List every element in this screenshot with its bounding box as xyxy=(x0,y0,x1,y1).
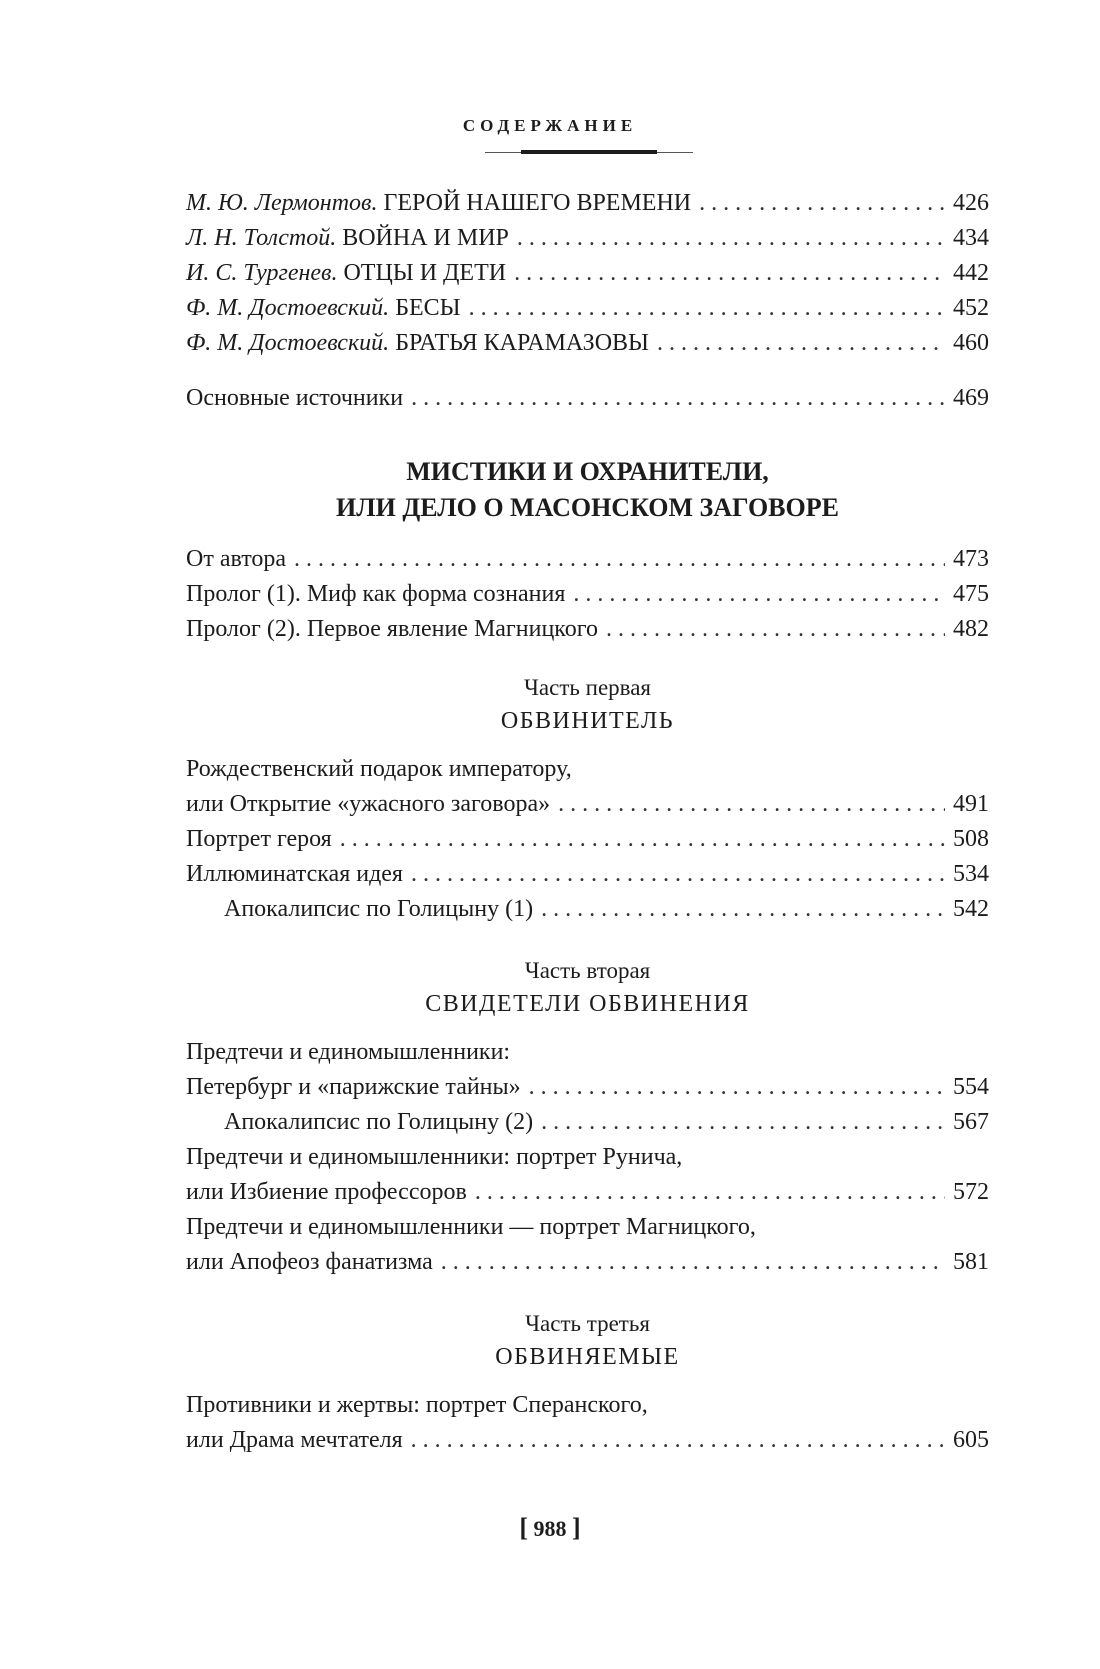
entry-page: 581 xyxy=(953,1249,989,1275)
entry-page: 469 xyxy=(953,385,989,411)
entry-title: БЕСЫ xyxy=(395,295,461,321)
toc-entry xyxy=(186,1175,989,1210)
toc-entry xyxy=(186,892,989,927)
entry-page: 442 xyxy=(953,260,989,286)
toc-entry xyxy=(186,256,989,291)
page-number xyxy=(0,1513,1100,1543)
entry-title-line: Противники и жертвы: портрет Сперанского, xyxy=(186,1392,648,1418)
folio-bracket-open: [ xyxy=(519,1513,528,1542)
part-name: ОБВИНЯЕМЫЕ xyxy=(495,1344,680,1370)
entry-title: Апокалипсис по Голицыну (2) xyxy=(224,1109,534,1135)
part-name: ОБВИНИТЕЛЬ xyxy=(500,708,675,734)
toc-entry xyxy=(186,787,989,822)
entry-page: 542 xyxy=(953,896,989,922)
entry-title: Иллюминатская идея xyxy=(186,861,403,887)
table-of-contents xyxy=(186,186,989,1458)
toc-entry xyxy=(186,221,989,256)
entry-title: Пролог (1). Миф как форма сознания xyxy=(186,581,566,607)
dot-leader xyxy=(573,577,945,612)
dot-leader xyxy=(514,256,945,291)
dot-leader xyxy=(517,221,945,256)
toc-entry xyxy=(186,822,989,857)
part-heading xyxy=(186,671,989,738)
entry-title: Пролог (2). Первое явление Магницкого xyxy=(186,616,598,642)
entry-title: Апокалипсис по Голицыну (1) xyxy=(224,896,534,922)
entry-title: Основные источники xyxy=(186,385,404,411)
part2-entries xyxy=(186,1035,989,1280)
toc-entry xyxy=(186,612,989,647)
book-title-line: МИСТИКИ И ОХРАНИТЕЛИ, xyxy=(406,457,769,486)
part-heading xyxy=(186,954,989,1021)
intro-entries xyxy=(186,542,989,647)
entry-title-line: Предтечи и единомышленники: xyxy=(186,1039,511,1065)
dot-leader xyxy=(541,892,945,927)
entry-page: 491 xyxy=(953,791,989,817)
toc-entry xyxy=(186,291,989,326)
toc-entry xyxy=(186,857,989,892)
book-title-line: ИЛИ ДЕЛО О МАСОНСКОМ ЗАГОВОРЕ xyxy=(336,493,839,522)
toc-entry xyxy=(186,1423,989,1458)
toc-entry xyxy=(186,542,989,577)
dot-leader xyxy=(411,381,945,416)
toc-entry-sources xyxy=(186,381,989,416)
entry-title: От автора xyxy=(186,546,287,572)
entry-title: или Драма мечтателя xyxy=(186,1427,403,1453)
folio-number: 988 xyxy=(533,1516,567,1541)
part-name: СВИДЕТЕЛИ ОБВИНЕНИЯ xyxy=(425,991,750,1017)
entry-page: 482 xyxy=(953,616,989,642)
part1-entries xyxy=(186,752,989,927)
dot-leader xyxy=(294,542,945,577)
toc-entry xyxy=(186,186,989,221)
dot-leader xyxy=(657,326,945,361)
running-head: СОДЕРЖАНИЕ xyxy=(462,116,638,135)
dot-leader xyxy=(541,1105,945,1140)
dot-leader xyxy=(699,186,945,221)
dot-leader xyxy=(469,291,945,326)
entry-title: или Апофеоз фанатизма xyxy=(186,1249,433,1275)
dot-leader xyxy=(606,612,945,647)
entry-page: 554 xyxy=(953,1074,989,1100)
entry-page: 572 xyxy=(953,1179,989,1205)
dot-leader xyxy=(475,1175,945,1210)
dot-leader xyxy=(340,822,945,857)
part-label: Часть вторая xyxy=(524,958,651,983)
novel-entries xyxy=(186,186,989,361)
entry-title: или Избиение профессоров xyxy=(186,1179,467,1205)
entry-author: И. С. Тургенев. xyxy=(186,260,338,286)
entry-title-line: Предтечи и единомышленники — портрет Магницкого, xyxy=(186,1214,756,1240)
entry-page: 473 xyxy=(953,546,989,572)
folio-bracket-close: ] xyxy=(572,1513,581,1542)
toc-entry xyxy=(186,1105,989,1140)
entry-title: БРАТЬЯ КАРАМАЗОВЫ xyxy=(395,330,649,356)
entry-title: Петербург и «парижские тайны» xyxy=(186,1074,521,1100)
toc-entry xyxy=(186,577,989,612)
entry-page: 475 xyxy=(953,581,989,607)
entry-title: или Открытие «ужасного заговора» xyxy=(186,791,551,817)
entry-page: 534 xyxy=(953,861,989,887)
book-title xyxy=(186,454,989,526)
part-label: Часть третья xyxy=(525,1311,650,1336)
dot-leader xyxy=(529,1070,945,1105)
entry-title: Портрет героя xyxy=(186,826,332,852)
toc-entry xyxy=(186,326,989,361)
dot-leader xyxy=(558,787,945,822)
part-heading xyxy=(186,1307,989,1374)
entry-page: 460 xyxy=(953,330,989,356)
entry-page: 605 xyxy=(953,1427,989,1453)
entry-author: М. Ю. Лермонтов. xyxy=(186,190,378,216)
entry-title: ГЕРОЙ НАШЕГО ВРЕМЕНИ xyxy=(383,190,692,216)
entry-title: ОТЦЫ И ДЕТИ xyxy=(343,260,507,286)
entry-title: ВОЙНА И МИР xyxy=(342,225,509,251)
dot-leader xyxy=(411,857,945,892)
toc-entry xyxy=(186,1070,989,1105)
dot-leader xyxy=(411,1423,945,1458)
head-rule-accent xyxy=(521,150,657,154)
entry-page: 567 xyxy=(953,1109,989,1135)
part3-entries xyxy=(186,1388,989,1458)
entry-author: Ф. М. Достоевский. xyxy=(186,330,390,356)
toc-entry xyxy=(186,1245,989,1280)
entry-page: 452 xyxy=(953,295,989,321)
dot-leader xyxy=(441,1245,945,1280)
part-label: Часть первая xyxy=(523,675,652,700)
entry-page: 508 xyxy=(953,826,989,852)
entry-author: Ф. М. Достоевский. xyxy=(186,295,390,321)
entry-page: 426 xyxy=(953,190,989,216)
entry-title-line: Рождественский подарок императору, xyxy=(186,756,572,782)
entry-title-line: Предтечи и единомышленники: портрет Рунича, xyxy=(186,1144,683,1170)
entry-author: Л. Н. Толстой. xyxy=(186,225,337,251)
entry-page: 434 xyxy=(953,225,989,251)
